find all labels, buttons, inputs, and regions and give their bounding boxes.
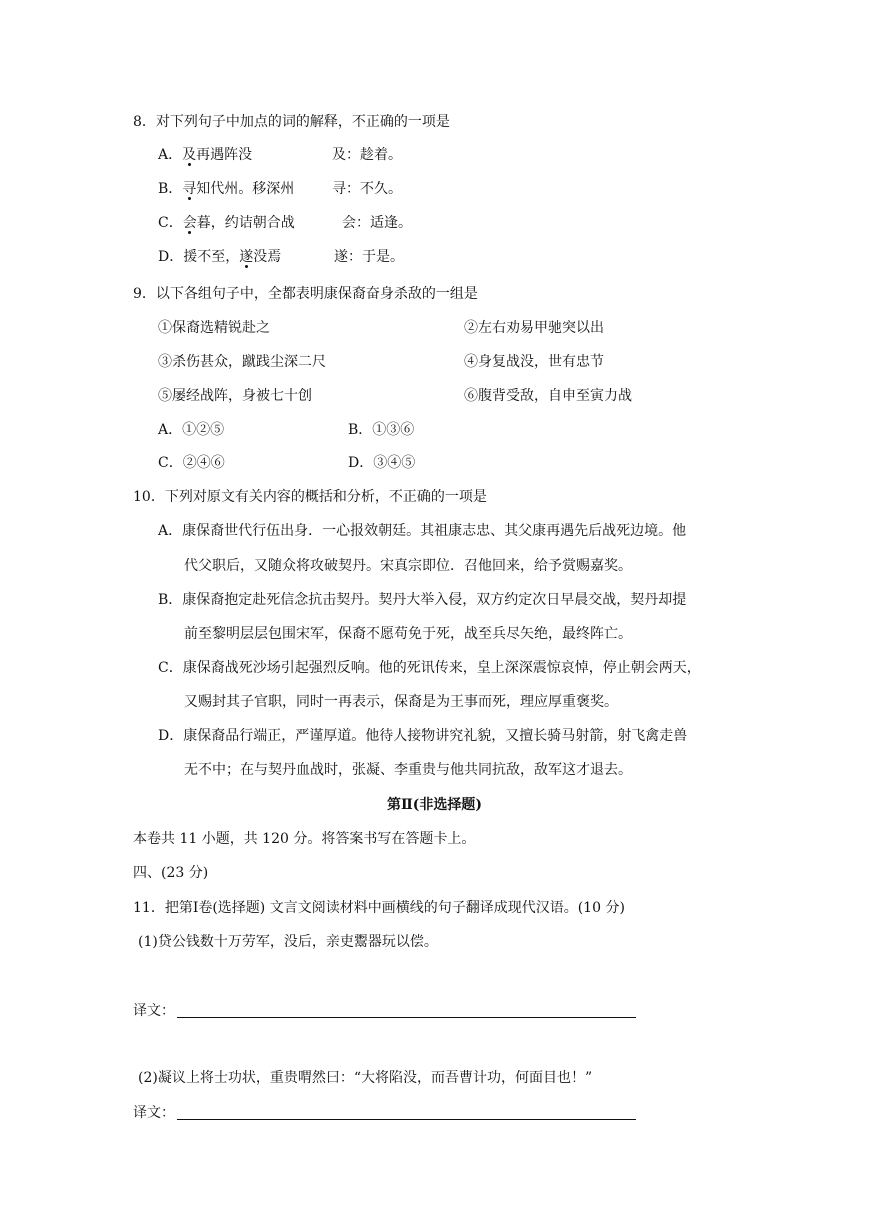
part2-note: 本卷共 11 小题，共 120 分。将答案书写在答题卡上。 — [133, 831, 476, 847]
q9-choice-c: C．②④⑥ — [158, 455, 225, 471]
q10-option-c-line2: 又赐封其子官职，同时一再表示，保裔是为王事而死，理应厚重褒奖。 — [184, 694, 618, 710]
q10-option-b-line1: B．康保裔抱定赴死信念抗击契丹。契丹大举入侵，双方约定次日早晨交战，契丹却提 — [158, 592, 687, 608]
q9-choice-a: A．①②⑤ — [158, 422, 225, 438]
q8-option-b: B．寻知代州。移深州 — [158, 181, 295, 197]
answer-line-1[interactable] — [177, 1017, 636, 1018]
q9-item-4: ④身复战没，世有忠节 — [464, 354, 604, 370]
q8-option-d: D．援不至，遂没焉 — [158, 249, 282, 265]
dotted-word: 及 — [182, 147, 197, 163]
dotted-word: 寻 — [182, 181, 197, 197]
answer-label-1: 译文： — [133, 1003, 175, 1019]
q8-option-c: C．会暮，约诘朝合战 — [158, 215, 295, 231]
q9-item-5: ⑤屡经战阵，身被七十创 — [158, 388, 312, 404]
dotted-word: 会 — [182, 215, 197, 231]
part2-heading: 第Ⅱ(非选择题) — [386, 797, 483, 813]
q10-option-d-line1: D．康保裔品行端正，严谨厚道。他待人接物讲究礼貌，又擅长骑马射箭，射飞禽走兽 — [158, 728, 688, 744]
q11-stem: 11．把第Ⅰ卷(选择题) 文言文阅读材料中画横线的句子翻译成现代汉语。(10 分) — [133, 900, 625, 916]
q8-option-a: A．及再遇阵没 — [158, 147, 253, 163]
q10-option-a-line2: 代父职后，又随众将攻破契丹。宋真宗即位．召他回来，给予赏赐嘉奖。 — [184, 558, 632, 574]
q9-choice-b: B．①③⑥ — [348, 422, 415, 438]
q8-stem: 8．对下列句子中加点的词的解释，不正确的一项是 — [133, 114, 450, 130]
q9-item-1: ①保裔选精锐赴之 — [158, 320, 270, 336]
q9-item-3: ③杀伤甚众，蹴践尘深二尺 — [158, 354, 326, 370]
q11-sentence-1: (1)贷公钱数十万劳军，没后，亲吏鬻器玩以偿。 — [138, 934, 438, 950]
answer-label-2: 译文： — [133, 1105, 175, 1121]
dotted-word: 遂 — [239, 249, 254, 265]
q8-gloss-c: 会：适逢。 — [342, 215, 412, 231]
q8-gloss-a: 及：趁着。 — [332, 147, 402, 163]
q8-gloss-b: 寻：不久。 — [332, 181, 402, 197]
q9-choice-d: D．③④⑤ — [348, 455, 416, 471]
q10-option-c-line1: C．康保裔战死沙场引起强烈反响。他的死讯传来，皇上深深震惊哀悼，停止朝会两天， — [158, 660, 701, 676]
answer-line-2[interactable] — [177, 1119, 636, 1120]
q11-sentence-2: (2)凝议上将士功状，重贵喟然曰：“大将陷没，而吾曹计功，何面目也！” — [138, 1070, 593, 1086]
q9-item-2: ②左右劝易甲驰突以出 — [464, 320, 604, 336]
section-heading: 四、(23 分) — [133, 865, 209, 881]
q10-stem: 10．下列对原文有关内容的概括和分析，不正确的一项是 — [133, 489, 487, 505]
q10-option-b-line2: 前至黎明层层包围宋军，保裔不愿苟免于死，战至兵尽矢绝，最终阵亡。 — [184, 626, 632, 642]
q8-gloss-d: 遂：于是。 — [334, 249, 404, 265]
q9-stem: 9．以下各组句子中，全都表明康保裔奋身杀敌的一组是 — [133, 286, 478, 302]
q9-item-6: ⑥腹背受敌，自申至寅力战 — [464, 388, 632, 404]
q10-option-a-line1: A．康保裔世代行伍出身．一心报效朝廷。其祖康志忠、其父康再遇先后战死边境。他 — [158, 523, 687, 539]
q10-option-d-line2: 无不中；在与契丹血战时，张凝、李重贵与他共同抗敌，敌军这才退去。 — [184, 762, 632, 778]
